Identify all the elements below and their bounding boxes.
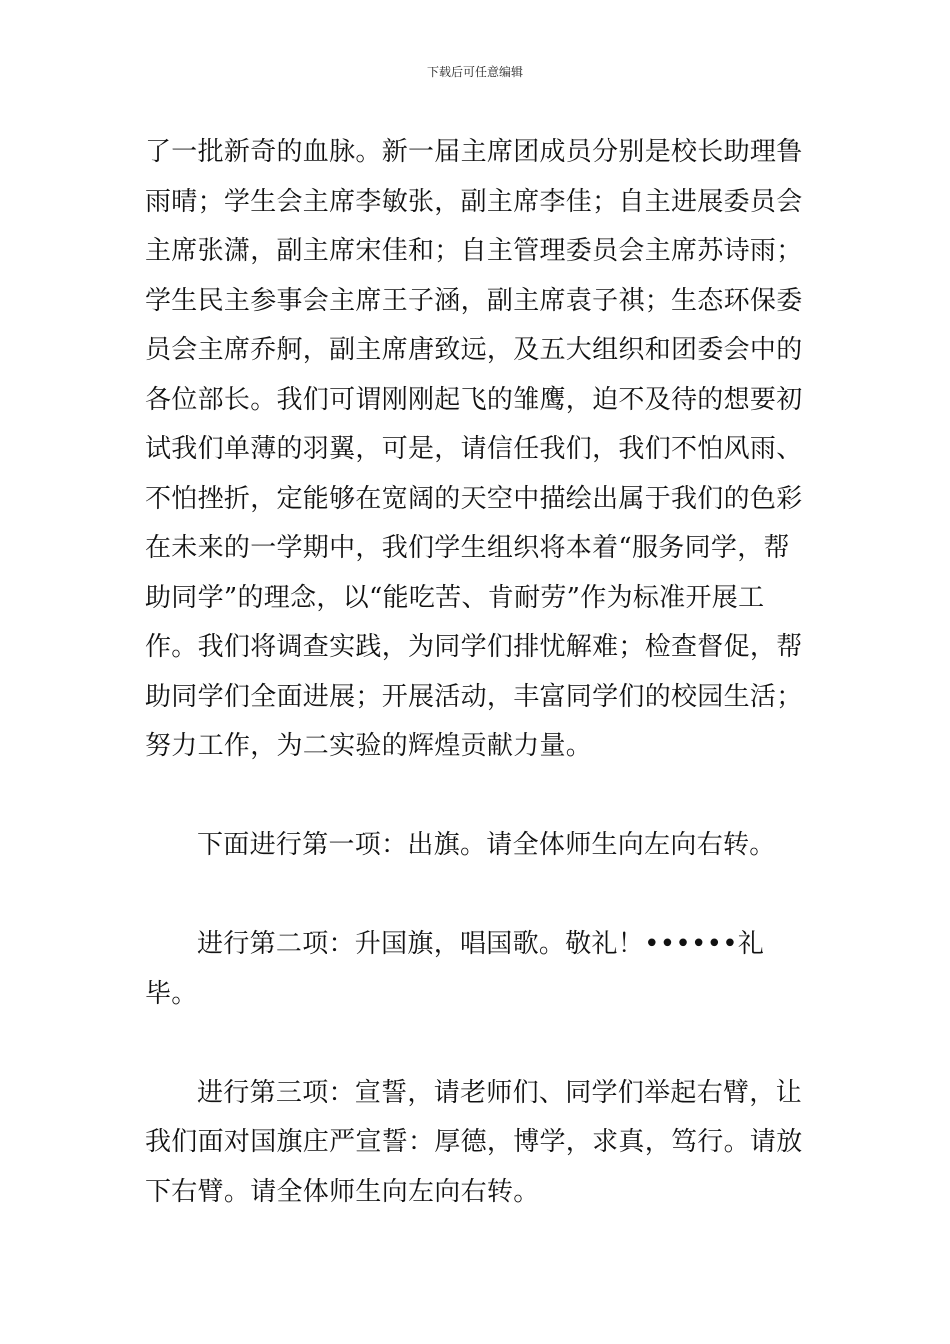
page-header: 下载后可任意编辑: [426, 65, 523, 79]
document-body: [145, 128, 810, 1217]
paragraph-item-two: 进行第二项：升国旗，唱国歌。敬礼！••••••礼毕。: [145, 929, 765, 1009]
paragraph-opening: 了一批新奇的血脉。新一届主席团成员分别是校长助理鲁雨晴；学生会主席李敏张，副主席李佳；自主进展委员会主席张潇，副主席宋佳和；自主管理委员会主席苏诗雨；学生民主参事会主席王子涵，副主席袁子祺；生态环保委员会主席乔舸，副主席唐致远，及五大组织和团委会中的各位部长。我们可谓刚刚起飞的雏鹰，迫不及待的想要初试我们单薄的羽翼，可是，请信任我们，我们不怕风雨、不怕挫折，定能够在宽阔的天空中描绘出属于我们的色彩在未来的一学期中，我们学生组织将本着“服务同学，帮助同学”的理念，以“能吃苦、肯耐劳”作为标准开展工作。我们将调查实践，为同学们排忧解难；检查督促，帮助同学们全面进展；开展活动，丰富同学们的校园生活；努力工作，为二实验的辉煌贡献力量。: [145, 137, 803, 761]
paragraph-item-one: 下面进行第一项：出旗。请全体师生向左向右转。: [197, 830, 776, 860]
paragraph-item-three: 进行第三项：宣誓，请老师们、同学们举起右臂，让我们面对国旗庄严宣誓：厚德，博学，求真，笃行。请放下右臂。请全体师生向左向右转。: [145, 1077, 803, 1207]
